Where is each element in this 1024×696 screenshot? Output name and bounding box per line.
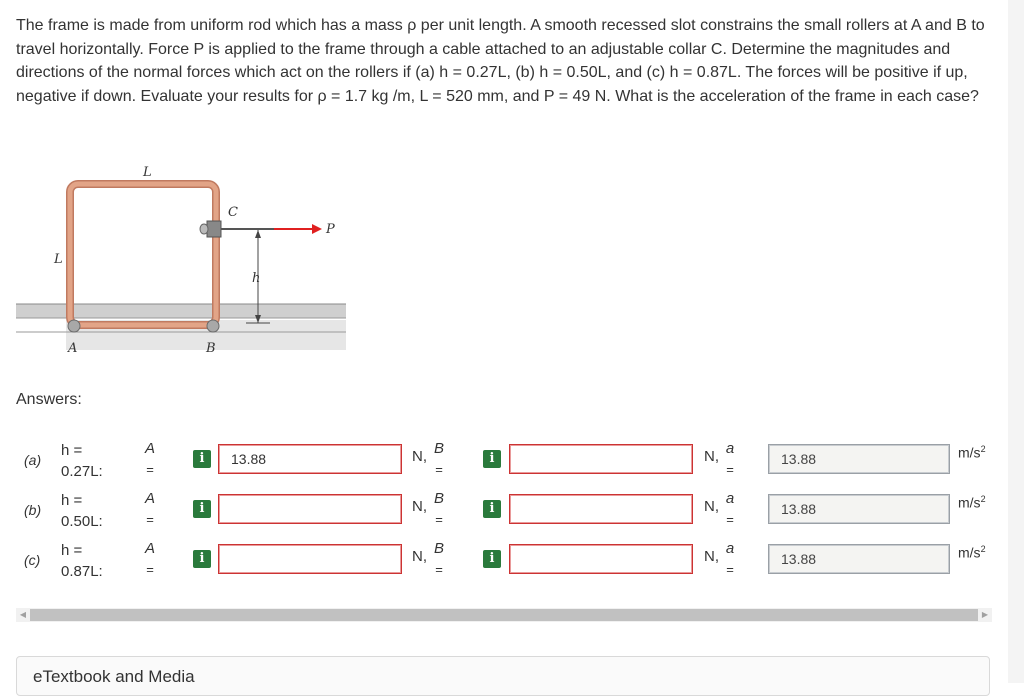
normal-b-input[interactable] — [509, 494, 693, 524]
info-icon[interactable]: i — [483, 550, 501, 568]
horizontal-scrollbar[interactable] — [16, 608, 992, 622]
unit-newton: N, — [704, 448, 719, 465]
acceleration-value: 13.88 — [768, 544, 950, 574]
info-icon[interactable]: i — [193, 550, 211, 568]
h-label-line1: h = — [61, 492, 83, 509]
h-label-line1: h = — [61, 442, 83, 459]
unit-newton: N, — [704, 548, 719, 565]
unit-newton: N, — [412, 448, 427, 465]
answer-row-a: (a) h = 0.27L: A = i 13.88 N, B = i N, a = 13.88 $m/s^2$ — [0, 438, 1008, 484]
force-p-arrowhead — [312, 224, 322, 234]
label-side-l: L — [54, 252, 63, 267]
acceleration-unit: $m/s^2$ — [958, 494, 986, 511]
scrollbar-thumb[interactable] — [30, 609, 978, 621]
label-collar-c: C — [228, 205, 238, 220]
info-icon[interactable]: i — [483, 450, 501, 468]
etextbook-media-panel[interactable] — [16, 656, 990, 696]
collar-screw — [200, 224, 208, 234]
h-label-line2: 0.50L: — [61, 513, 103, 530]
answers-label: Answers: — [16, 391, 82, 408]
answer-row-b: (b) h = 0.50L: A = i N, B = i N, a = 13.88 $m/s^2$ — [24, 490, 986, 530]
h-label-line1: h = — [61, 542, 83, 559]
scroll-left-icon[interactable]: ◀ — [19, 610, 27, 619]
label-height-h: h — [252, 271, 261, 286]
normal-b-input[interactable] — [509, 444, 693, 474]
acceleration-unit: $m/s^2$ — [958, 544, 986, 561]
acceleration-value: 13.88 — [768, 444, 950, 474]
collar-c — [207, 221, 221, 237]
acceleration-unit: $m/s^2$ — [958, 444, 986, 461]
answer-row-c: (c) h = 0.87L: A = i N, B = i N, a = 13.88 $m/s^2$ — [24, 540, 986, 580]
acceleration-value: 13.88 — [768, 494, 950, 524]
normal-b-input[interactable] — [509, 544, 693, 574]
label-top-l: L — [143, 165, 152, 180]
page-right-gutter — [1008, 0, 1024, 683]
question-text: The frame is made from uniform rod which has a mass ρ per unit length. A smooth recessed slot constrains the small rollers at A and B to travel horizontally. Force P is applied to the frame through a cable attached to an adjustable collar C. Determine the magnitudes and directions of the normal forces which act on the rollers if (a) h = 0.27L, (b) h = 0.50L, and (c) h = 0.87L. The forces will be positive if up, negative if down. Evaluate your results for ρ = 1.7 kg /m, L = 520 mm, and P = 49 N. What is the acceleration of the frame in each case? — [16, 17, 985, 105]
ground-surface — [16, 304, 346, 318]
h-label-line2: 0.27L: — [61, 463, 103, 480]
h-arrow-top — [255, 230, 261, 238]
info-icon[interactable]: i — [193, 500, 211, 518]
part-label: (a) — [24, 452, 42, 468]
label-roller-b: B — [206, 341, 216, 356]
h-label-line2: 0.87L: — [61, 563, 103, 580]
roller-b — [207, 320, 219, 332]
label-roller-a: A — [68, 341, 78, 356]
info-icon[interactable]: i — [483, 500, 501, 518]
unit-newton: N, — [412, 548, 427, 565]
unit-newton: N, — [704, 498, 719, 515]
normal-a-input[interactable] — [218, 544, 402, 574]
scroll-right-icon[interactable]: ▶ — [981, 610, 989, 619]
normal-a-input[interactable] — [218, 444, 402, 474]
problem-figure — [16, 160, 348, 360]
info-icon[interactable]: i — [193, 450, 211, 468]
label-force-p: P — [326, 222, 335, 237]
unit-newton: N, — [412, 498, 427, 515]
part-label: (c) — [24, 552, 41, 568]
part-label: (b) — [24, 502, 42, 518]
roller-a — [68, 320, 80, 332]
normal-a-input[interactable] — [218, 494, 402, 524]
etextbook-media-label: eTextbook and Media — [33, 667, 195, 686]
